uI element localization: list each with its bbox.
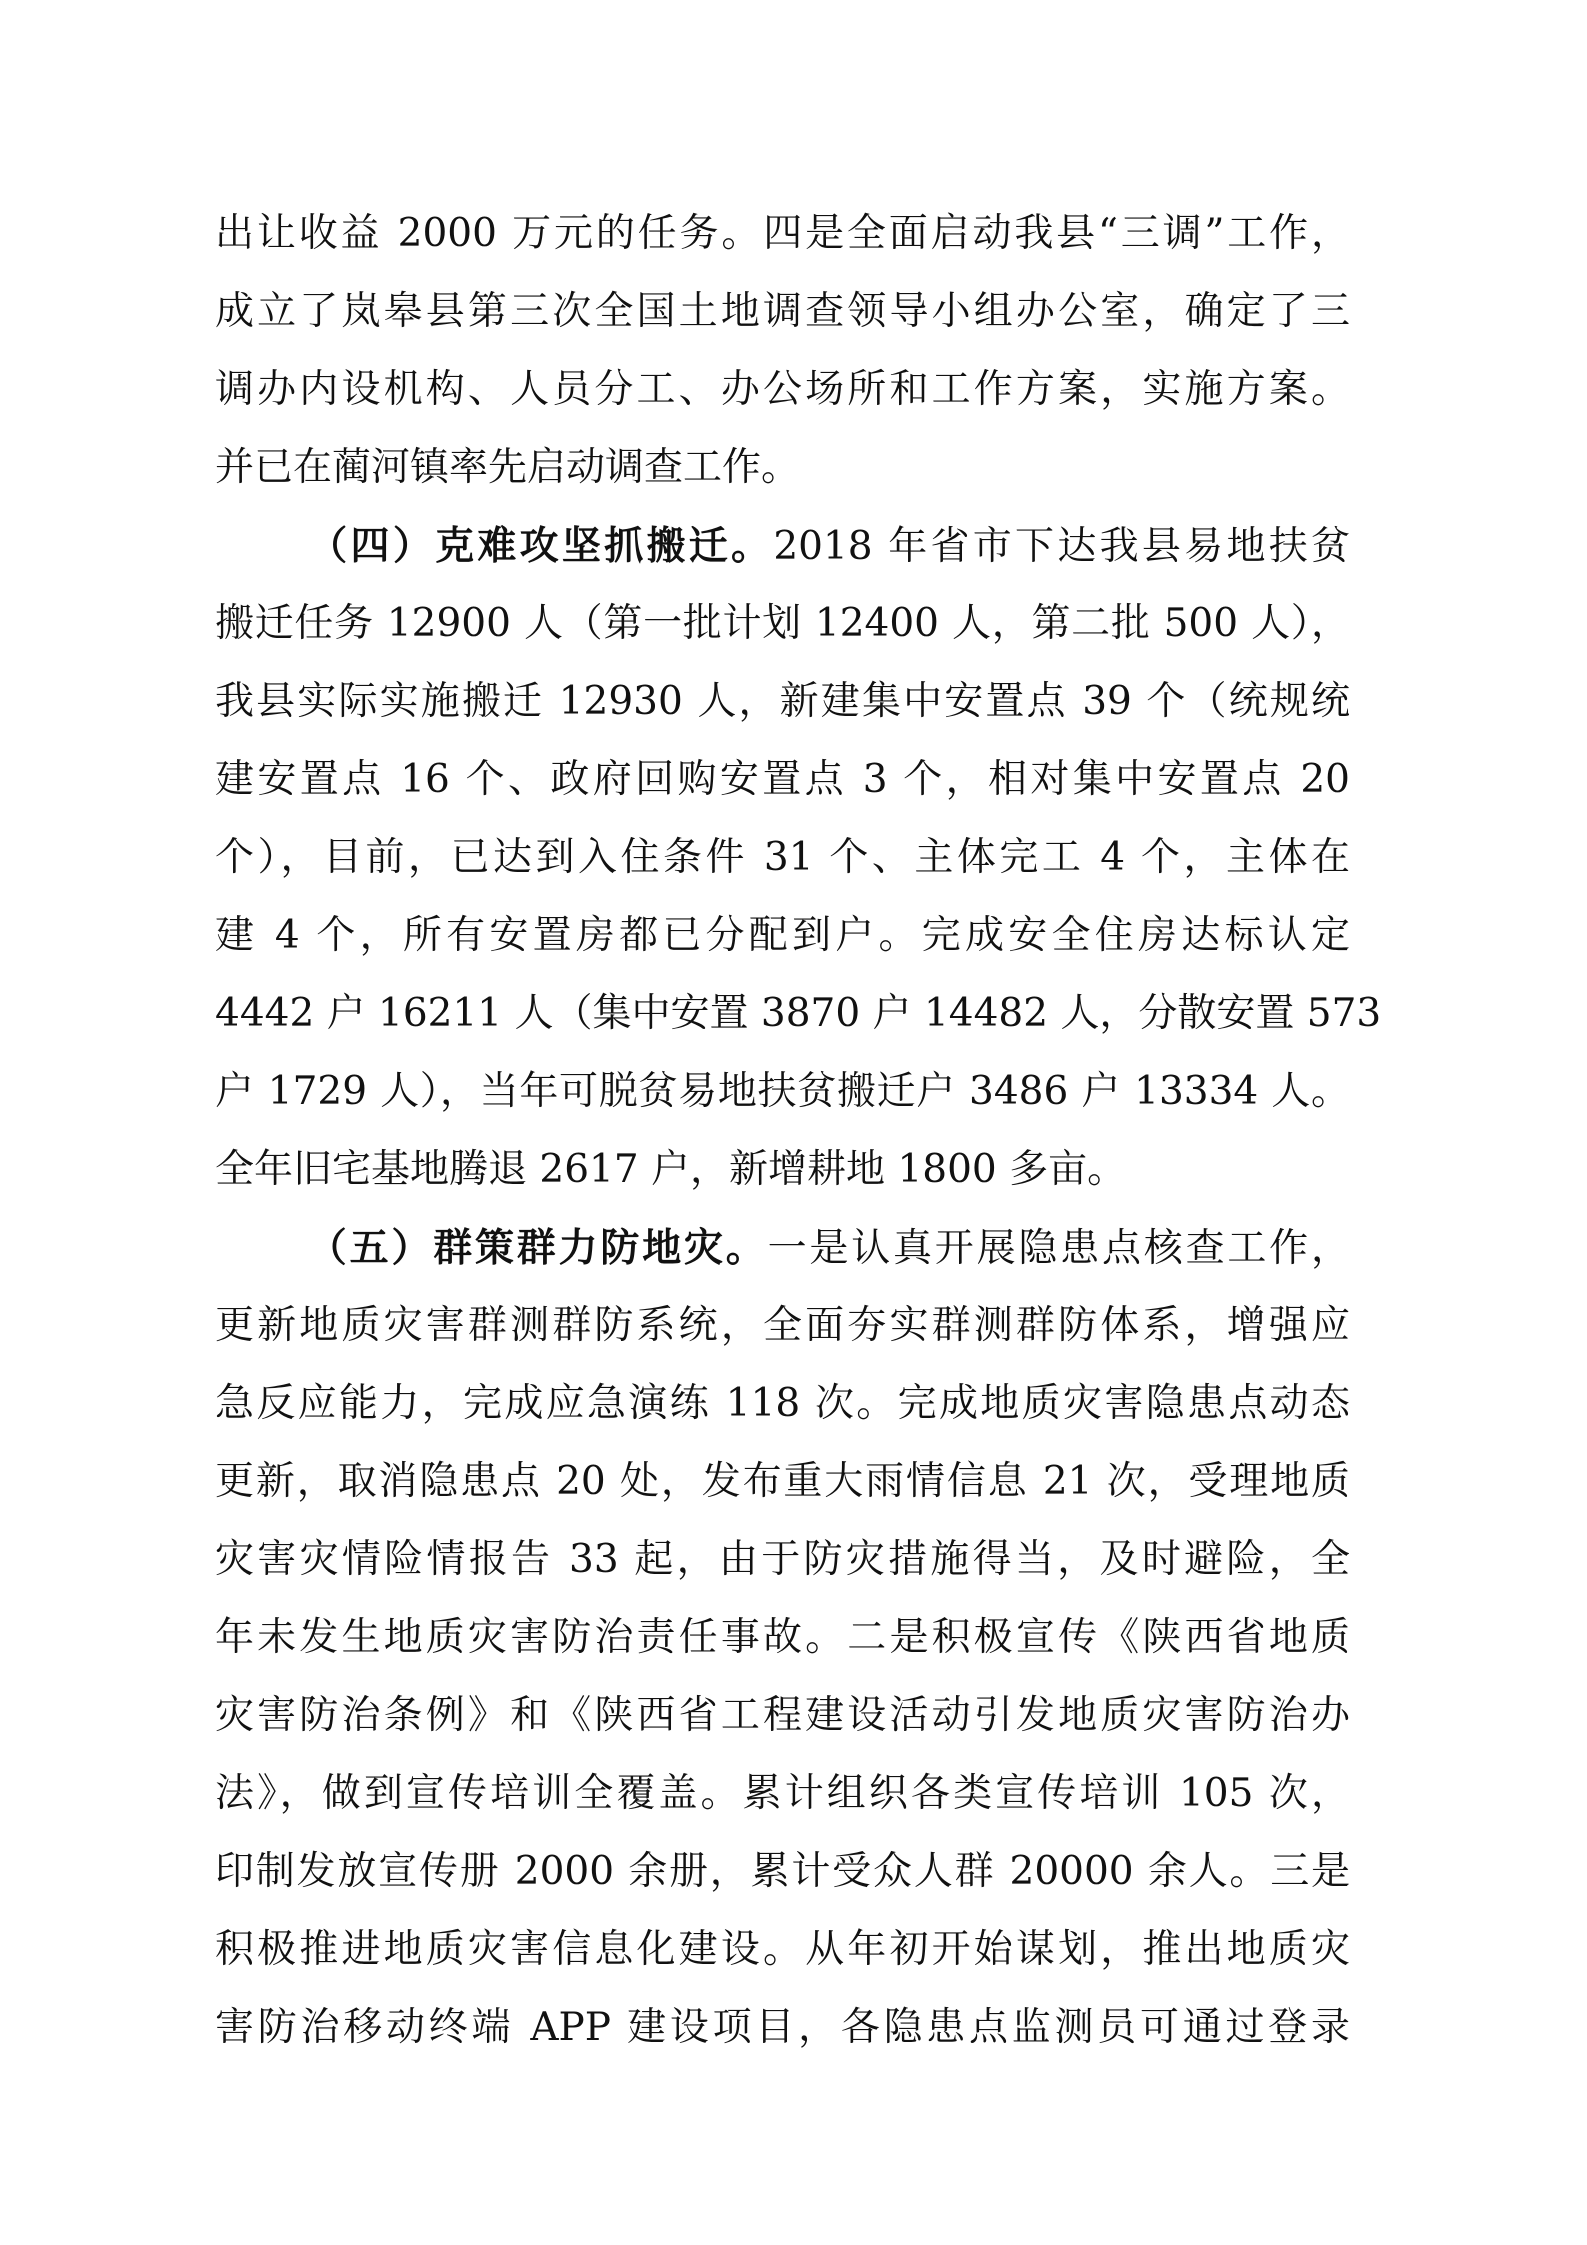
text-line: 调办内设机构、人员分工、办公场所和工作方案，实施方案。 [215, 367, 1350, 412]
text-line: 灾害灾情险情报告 33 起，由于防灾措施得当，及时避险，全 [215, 1537, 1350, 1582]
text-line: 灾害防治条例》和《陕西省工程建设活动引发地质灾害防治办 [215, 1693, 1350, 1738]
text-span: 一是认真开展隐患点核查工作， [767, 1226, 1350, 1271]
text-line: 积极推进地质灾害信息化建设。从年初开始谋划，推出地质灾 [215, 1927, 1350, 1972]
text-line: 出让收益 2000 万元的任务。四是全面启动我县“三调”工作， [215, 211, 1350, 256]
text-line: 印制发放宣传册 2000 余册，累计受众人群 20000 余人。三是 [215, 1849, 1350, 1894]
text-line: 更新地质灾害群测群防系统，全面夯实群测群防体系，增强应 [215, 1303, 1350, 1348]
text-line: 全年旧宅基地腾退 2617 户，新增耕地 1800 多亩。 [215, 1147, 1127, 1192]
text-line: 建 4 个，所有安置房都已分配到户。完成安全住房达标认定 [215, 913, 1350, 958]
section-heading-five: （五）群策群力防地灾。 [305, 1225, 768, 1271]
text-line: 法》，做到宣传培训全覆盖。累计组织各类宣传培训 105 次， [215, 1771, 1350, 1816]
text-line: 4442 户 16211 人（集中安置 3870 户 14482 人，分散安置 573 [215, 991, 1382, 1036]
text-line: 更新，取消隐患点 20 处，发布重大雨情信息 21 次，受理地质 [215, 1459, 1350, 1504]
text-line: 并已在蔺河镇率先启动调查工作。 [215, 445, 801, 490]
text-line: 户 1729 人），当年可脱贫易地扶贫搬迁户 3486 户 13334 人。 [215, 1069, 1350, 1114]
text-line: 我县实际实施搬迁 12930 人，新建集中安置点 39 个（统规统 [215, 679, 1350, 724]
section-first-line [215, 507, 1350, 585]
text-line: 建安置点 16 个、政府回购安置点 3 个，相对集中安置点 20 [215, 757, 1350, 802]
section-heading-four: （四）克难攻坚抓搬迁。 [305, 523, 774, 569]
text-line: 急反应能力，完成应急演练 118 次。完成地质灾害隐患点动态 [215, 1381, 1350, 1426]
section-first-line [215, 1209, 1350, 1287]
text-line: 搬迁任务 12900 人（第一批计划 12400 人，第二批 500 人）， [215, 601, 1350, 646]
document-body [215, 195, 1382, 2067]
text-line: 害防治移动终端 APP 建设项目，各隐患点监测员可通过登录 [215, 2005, 1350, 2050]
text-line: 个），目前，已达到入住条件 31 个、主体完工 4 个，主体在 [215, 835, 1350, 880]
text-line: 年未发生地质灾害防治责任事故。二是积极宣传《陕西省地质 [215, 1615, 1350, 1660]
text-span: 2018 年省市下达我县易地扶贫 [773, 524, 1350, 569]
text-line: 成立了岚皋县第三次全国土地调查领导小组办公室，确定了三 [215, 289, 1350, 334]
